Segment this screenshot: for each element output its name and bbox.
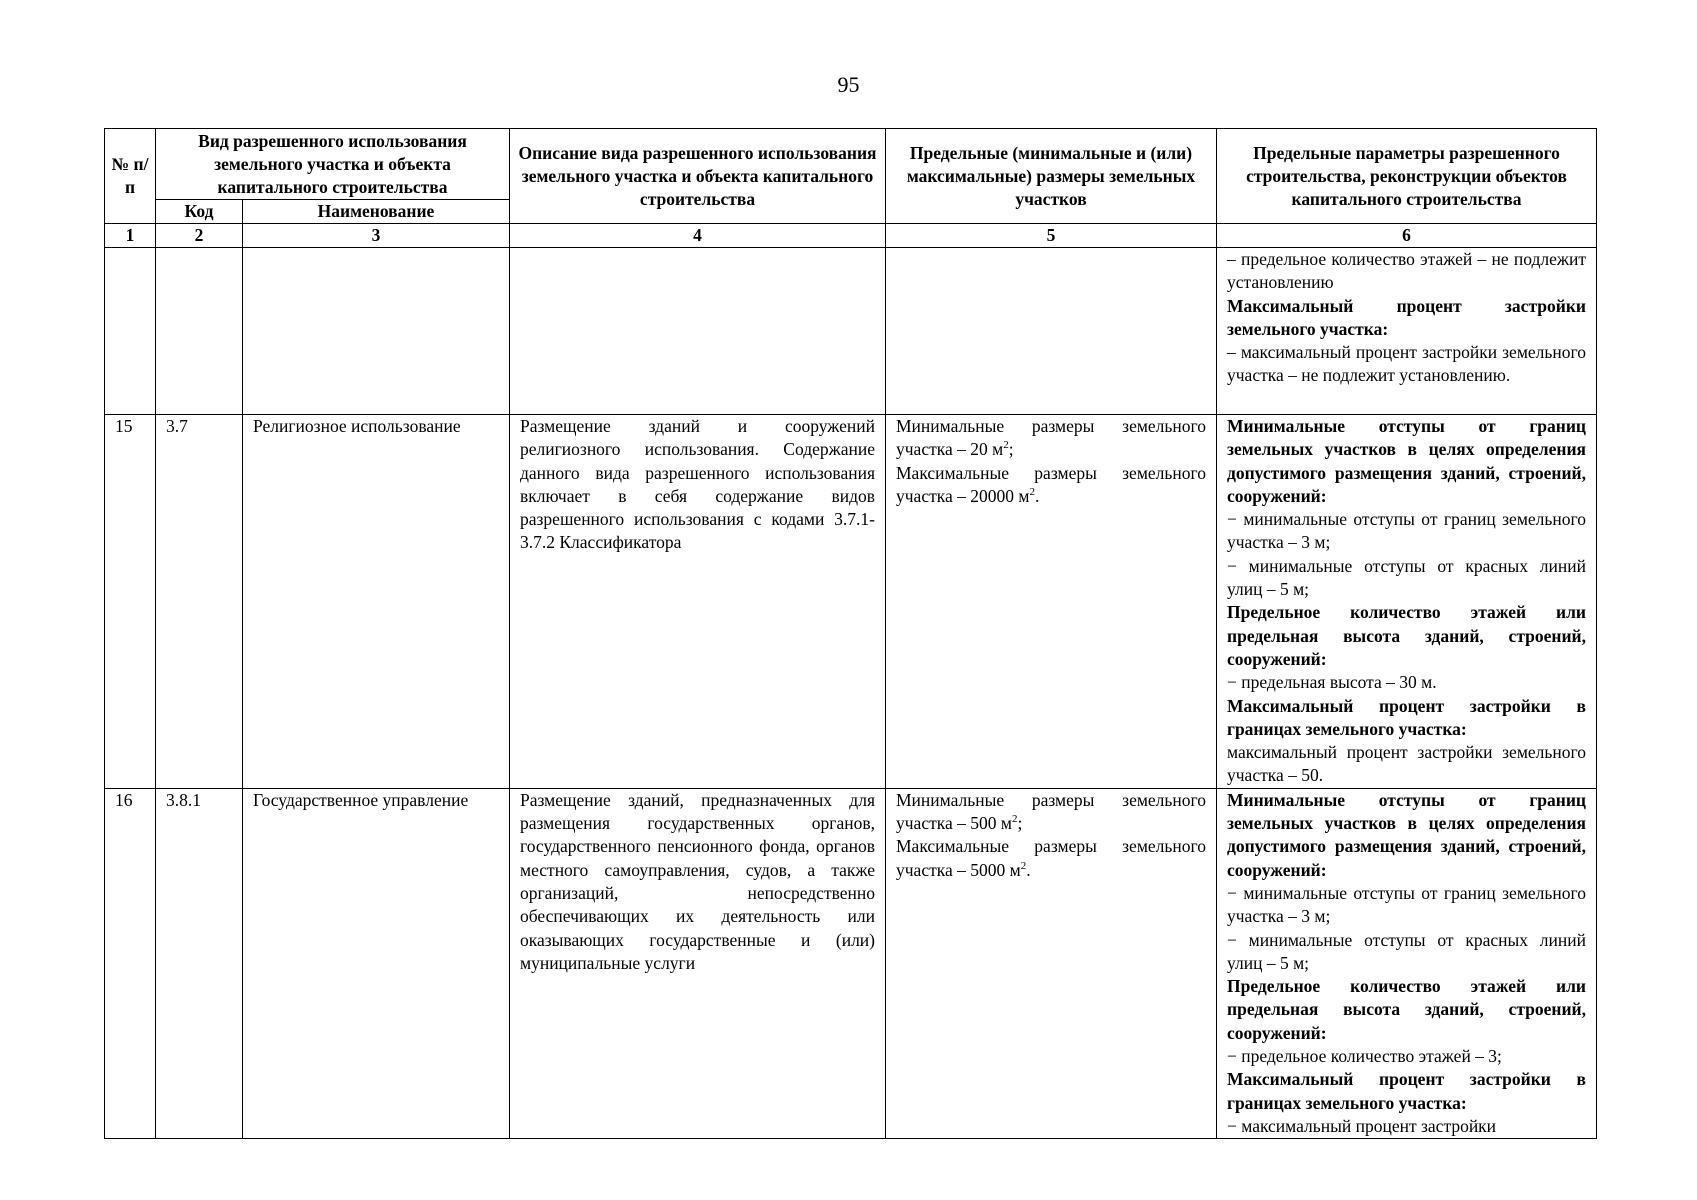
header-description: Описание вида разрешенного использования земельного участка и объекта капитального строительства <box>510 129 886 224</box>
row-number: 15 <box>105 415 156 789</box>
param-heading: Предельное количество этажей или предельная высота зданий, строений, сооружений: <box>1227 602 1586 669</box>
row-code <box>156 248 243 415</box>
header-number-6: 6 <box>1217 224 1597 248</box>
size-line: Минимальные размеры земельного участка – 500 $м^2$; <box>896 789 1206 834</box>
header-number-2: 2 <box>156 224 243 248</box>
row-name <box>243 248 510 415</box>
table-row <box>105 415 1597 789</box>
param-line: − минимальные отступы от границ земельного участка – 3 м; <box>1227 882 1586 927</box>
row-code: 3.8.1 <box>156 788 243 1138</box>
param-line: − предельное количество этажей – 3; <box>1227 1046 1502 1067</box>
row-code: 3.7 <box>156 415 243 789</box>
row-sizes <box>886 788 1217 1138</box>
header-name: Наименование <box>243 200 510 224</box>
row-description: Размещение зданий, предназначенных для размещения государственных органов, государственного пенсионного фонда, органов местного самоуправления, судов, а также организаций, непосредственно обеспечивающих их деятельность или оказывающих государственные и (или) муниципальные услуги <box>510 788 886 1138</box>
header-number-5: 5 <box>886 224 1217 248</box>
param-line: − максимальный процент застройки <box>1227 1115 1497 1136</box>
param-heading: Максимальный процент застройки в границах земельного участка: <box>1227 695 1586 739</box>
table-row <box>105 248 1597 415</box>
header-num: № п/п <box>105 129 156 224</box>
header-number-3: 3 <box>243 224 510 248</box>
header-number-1: 1 <box>105 224 156 248</box>
row-params <box>1217 415 1597 789</box>
param-line: максимальный процент застройки земельного участка – 50. <box>1227 742 1586 786</box>
header-code: Код <box>156 200 243 224</box>
header-sizes: Предельные (минимальные и (или) максимальные) размеры земельных участков <box>886 129 1217 224</box>
row-description <box>510 248 886 415</box>
page-number: 95 <box>837 72 860 97</box>
param-line: − минимальные отступы от границ земельного участка – 3 м; <box>1227 509 1586 553</box>
row-number <box>105 248 156 415</box>
table-row <box>105 788 1597 1138</box>
param-heading: Максимальный процент застройки в границах земельного участка: <box>1227 1069 1586 1113</box>
row-sizes <box>886 415 1217 789</box>
param-heading: Предельное количество этажей или предельная высота зданий, строений, сооружений: <box>1227 976 1586 1043</box>
row-name: Религиозное использование <box>243 415 510 789</box>
row-sizes <box>886 248 1217 415</box>
param-heading: Минимальные отступы от границ земельных участков в целях определения допустимого размещения зданий, строений, сооружений: <box>1227 789 1586 880</box>
header-params: Предельные параметры разрешенного строительства, реконструкции объектов капитального строительства <box>1217 129 1597 224</box>
size-line: Максимальные размеры земельного участка – 20000 $м^2$. <box>896 462 1206 506</box>
row-params <box>1217 788 1597 1138</box>
row-description: Размещение зданий и сооружений религиозного использования. Содержание данного вида разрешенного использования включает в себя содержание видов разрешенного использования с кодами 3.7.1-3.7.2 Классификатора <box>510 415 886 789</box>
row-name: Государственное управление <box>243 788 510 1138</box>
param-line: – максимальный процент застройки земельного участка – не подлежит установлению. <box>1227 342 1586 386</box>
size-line: Минимальные размеры земельного участка – 20 $м^2$; <box>896 416 1206 460</box>
param-line: – предельное количество этажей – не подлежит установлению <box>1227 249 1586 293</box>
row-number: 16 <box>105 788 156 1138</box>
row-params <box>1217 248 1597 415</box>
header-number-4: 4 <box>510 224 886 248</box>
param-line: − минимальные отступы от красных линий улиц – 5 м; <box>1227 555 1586 600</box>
header-vid-group: Вид разрешенного использования земельного участка и объекта капитального строительства <box>156 129 510 200</box>
param-line: − предельная высота – 30 м. <box>1227 672 1437 693</box>
param-line: − минимальные отступы от красных линий улиц – 5 м; <box>1227 929 1586 973</box>
param-heading: Минимальные отступы от границ земельных участков в целях определения допустимого размещения зданий, строений, сооружений: <box>1227 416 1586 506</box>
land-use-table <box>104 128 1597 1139</box>
param-heading: Максимальный процент застройки земельного участка: <box>1227 295 1586 339</box>
size-line: Максимальные размеры земельного участка – 5000 $м^2$. <box>896 836 1206 880</box>
